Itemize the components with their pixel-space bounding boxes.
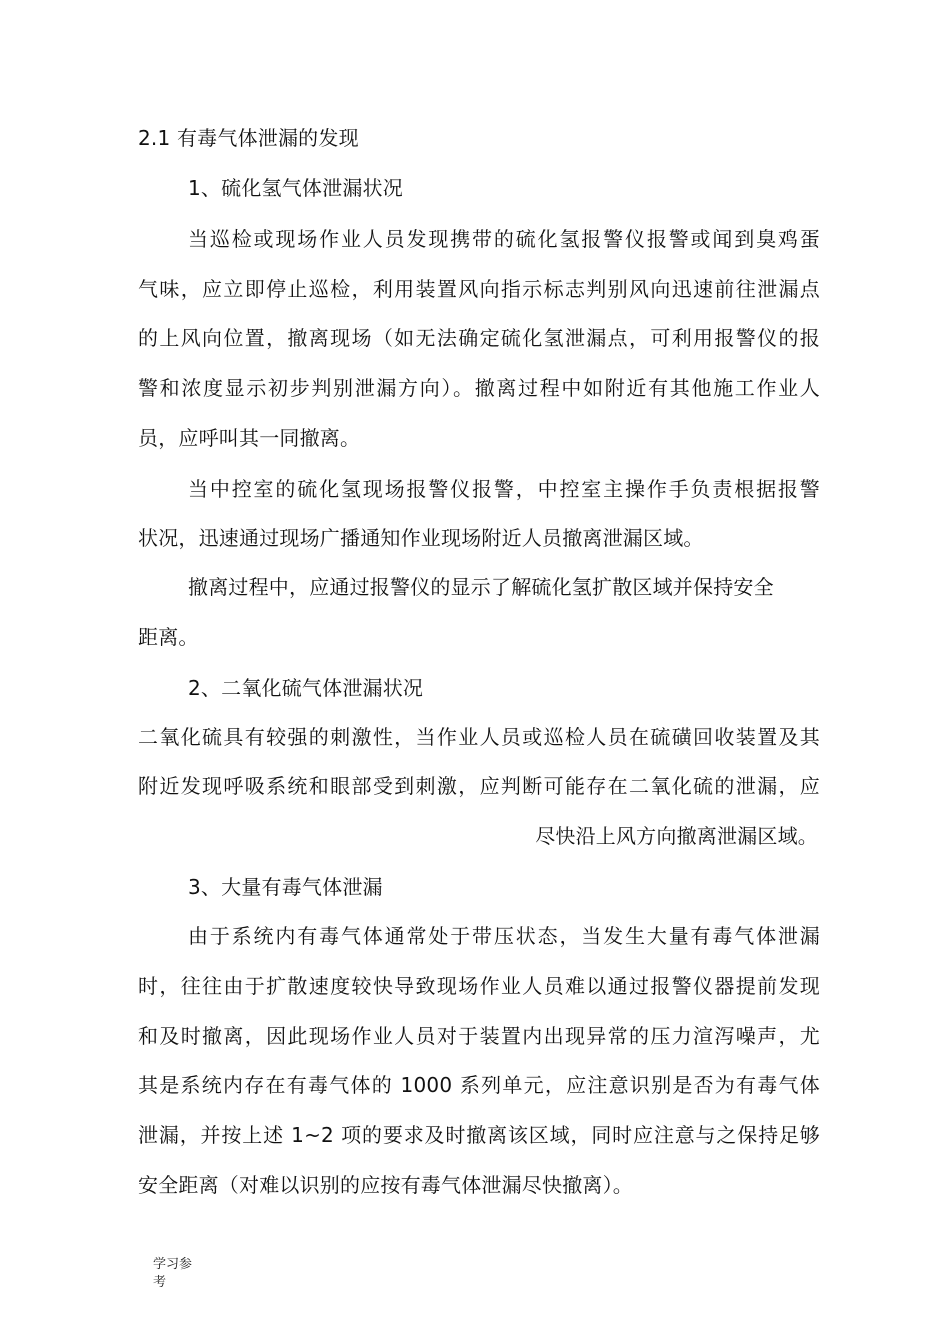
paragraph-line: 安全距离（对难以识别的应按有毒气体泄漏尽快撤离）。 [138, 1173, 633, 1197]
paragraph-line: 和及时撤离，因此现场作业人员对于装置内出现异常的压力渲泻噪声，尤 [138, 1024, 820, 1048]
section-title: 2.1 有毒气体泄漏的发现 [138, 126, 359, 150]
paragraph-line: 由于系统内有毒气体通常处于带压状态，当发生大量有毒气体泄漏 [188, 924, 820, 948]
paragraph-line: 距离。 [138, 625, 199, 649]
paragraph-line: 尽快沿上风方向撤离泄漏区域。 [535, 824, 818, 848]
paragraph-line: 当巡检或现场作业人员发现携带的硫化氢报警仪报警或闻到臭鸡蛋 [188, 227, 820, 251]
paragraph-line: 撤离过程中，应通过报警仪的显示了解硫化氢扩散区域并保持安全 [188, 575, 774, 599]
paragraph-line: 泄漏，并按上述 1~2 项的要求及时撤离该区域，同时应注意与之保持足够 [138, 1123, 820, 1147]
paragraph-line: 状况，迅速通过现场广播通知作业现场附近人员撤离泄漏区域。 [138, 526, 704, 550]
paragraph-line: 气味，应立即停止巡检，利用装置风向指示标志判别风向迅速前往泄漏点 [138, 277, 820, 301]
paragraph-line: 附近发现呼吸系统和眼部受到刺激，应判断可能存在二氧化硫的泄漏，应 [138, 774, 820, 798]
item-heading-hydrogen-sulfide: 1、硫化氢气体泄漏状况 [188, 176, 403, 200]
item-heading-sulfur-dioxide: 2、二氧化硫气体泄漏状况 [188, 676, 424, 700]
paragraph-line: 警和浓度显示初步判别泄漏方向）。撤离过程中如附近有其他施工作业人 [138, 376, 820, 400]
paragraph-line: 员，应呼叫其一同撤离。 [138, 426, 361, 450]
paragraph-line: 时，往往由于扩散速度较快导致现场作业人员难以通过报警仪器提前发现 [138, 974, 820, 998]
paragraph-line: 当中控室的硫化氢现场报警仪报警，中控室主操作手负责根据报警 [188, 477, 820, 501]
page-footer: 学习参考 [153, 1257, 193, 1290]
paragraph-line: 的上风向位置，撤离现场（如无法确定硫化氢泄漏点，可利用报警仪的报 [138, 326, 820, 350]
paragraph-line: 二氧化硫具有较强的刺激性，当作业人员或巡检人员在硫磺回收装置及其 [138, 725, 820, 749]
paragraph-line: 其是系统内存在有毒气体的 1000 系列单元，应注意识别是否为有毒气体 [138, 1073, 820, 1097]
item-heading-massive-leak: 3、大量有毒气体泄漏 [188, 875, 383, 899]
